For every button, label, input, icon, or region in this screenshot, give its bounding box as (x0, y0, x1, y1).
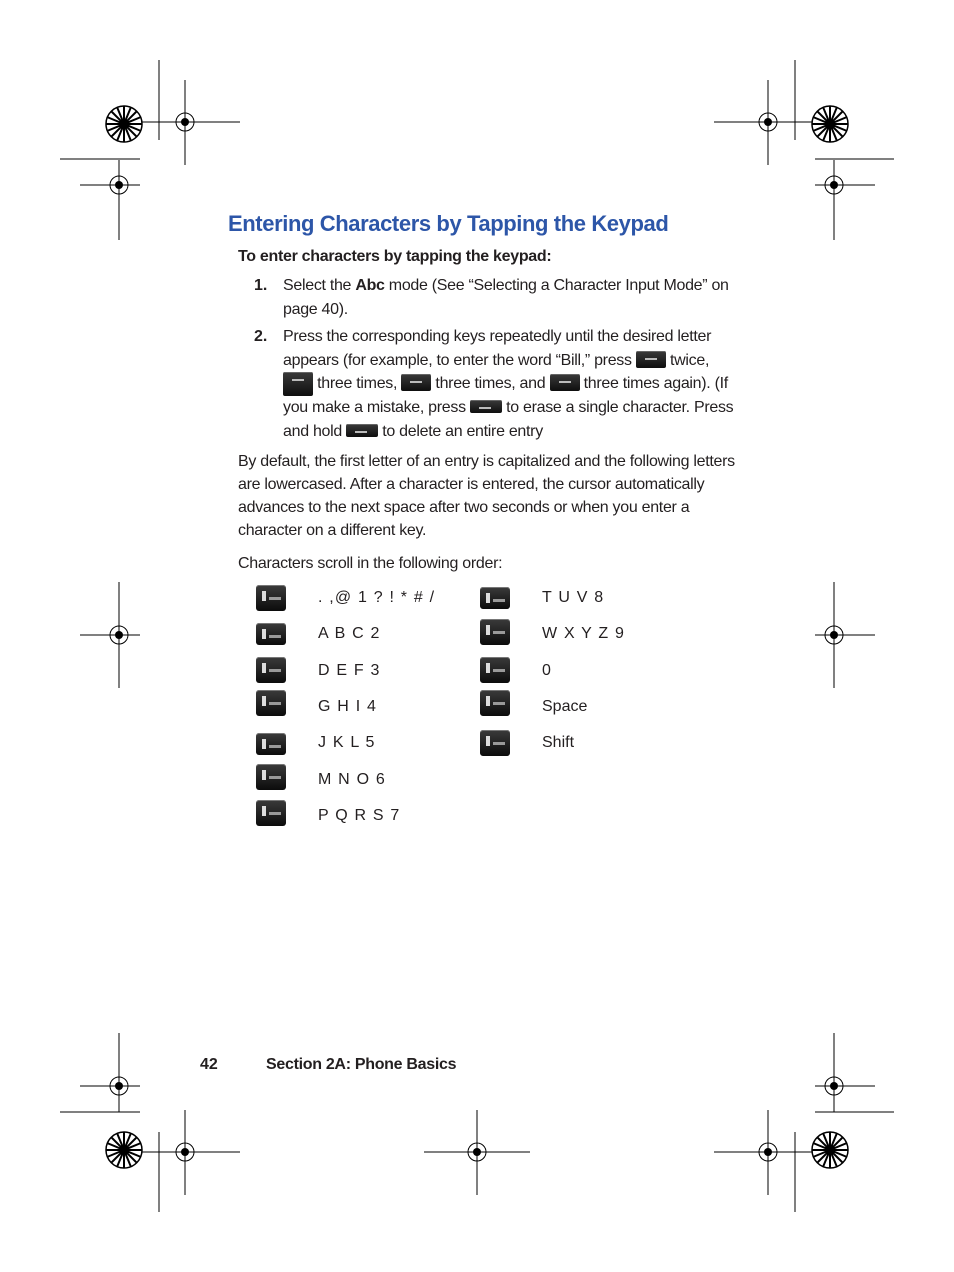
key-4-icon (283, 372, 313, 396)
key-4-icon (256, 690, 286, 716)
key-2-icon (256, 623, 286, 645)
key-chars: . ,@ 1 ? ! * # / (318, 589, 436, 606)
key-5-icon (256, 733, 286, 755)
key-pound-icon (480, 690, 510, 716)
key-7-icon (256, 800, 286, 826)
key-chars: W X Y Z 9 (542, 625, 626, 642)
procedure-intro: To enter characters by tapping the keypad: (238, 248, 552, 265)
abc-mode-name: Abc (355, 277, 385, 294)
key-chars: 0 (542, 662, 553, 679)
step-text: Select the Abc mode (See “Selecting a Character Input Mode” on page 40). (283, 277, 729, 318)
key-chars: D E F 3 (318, 662, 381, 679)
step-number: 2. (254, 328, 268, 345)
key-star-icon (480, 730, 510, 756)
key-chars: Shift (542, 734, 575, 751)
page-title: Entering Characters by Tapping the Keypad (228, 211, 669, 236)
key-3-icon (256, 657, 286, 683)
back-key-icon (346, 424, 378, 437)
key-chars: P Q R S 7 (318, 807, 401, 824)
key-2-icon (636, 351, 666, 368)
key-chars: Space (542, 698, 588, 715)
key-8-icon (480, 587, 510, 609)
key-6-icon (256, 764, 286, 790)
key-1-icon (256, 585, 286, 611)
key-chars: G H I 4 (318, 698, 378, 715)
body-paragraph: By default, the first letter of an entry is capitalized and the following letters are lowercased. After a character is entered, the cursor automatically advances to the next space after two seconds or when you enter a character on a different key. (238, 453, 735, 539)
back-key-icon (470, 400, 502, 413)
step-number: 1. (254, 277, 268, 294)
key-chars: T U V 8 (542, 589, 605, 606)
key-9-icon (480, 619, 510, 645)
body-paragraph: Characters scroll in the following order: (238, 555, 503, 572)
key-0-icon (480, 657, 510, 683)
section-footer: Section 2A: Phone Basics (266, 1056, 457, 1073)
key-5-icon (401, 374, 431, 391)
step-text: Press the corresponding keys repeatedly until the desired letter appears (for example, to enter the word “Bill,” press twice, three times, three times, and three times again). (If you make a mistake, press to erase a single character. Press and hold to delete an entire entry (283, 328, 734, 440)
key-5-icon (550, 374, 580, 391)
key-chars: M N O 6 (318, 771, 386, 788)
key-chars: J K L 5 (318, 734, 376, 751)
key-chars: A B C 2 (318, 625, 381, 642)
page-number: 42 (200, 1056, 218, 1073)
